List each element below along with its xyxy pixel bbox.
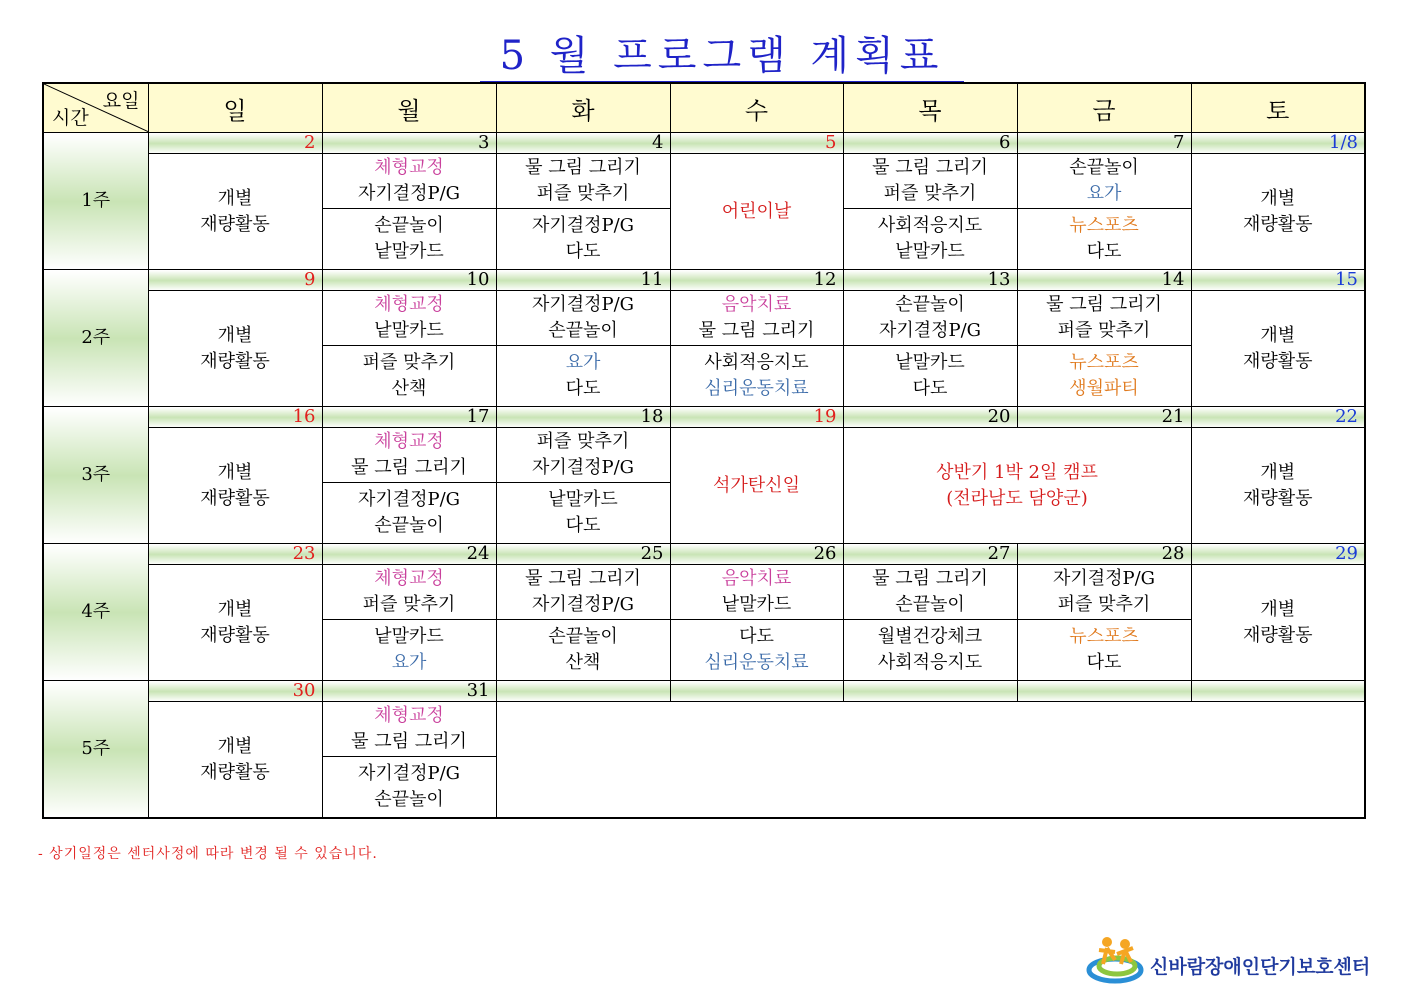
date-cell: 7 — [1017, 133, 1191, 154]
activity-cell: 뉴스포츠 생월파티 — [1017, 346, 1191, 407]
sunday-activity: 개별 재량활동 — [148, 702, 322, 819]
saturday-activity: 개별 재량활동 — [1191, 291, 1365, 407]
activity-cell: 낱말카드 다도 — [496, 483, 670, 544]
activity-row — [43, 291, 1365, 346]
corner-time-label: 시간 — [52, 107, 89, 129]
day-header-fri: 금 — [1017, 83, 1191, 133]
activity-cell: 낱말카드 다도 — [843, 346, 1017, 407]
week-label: 1주 — [43, 133, 148, 270]
day-header-thu: 목 — [843, 83, 1017, 133]
date-row — [43, 681, 1365, 702]
date-cell-empty — [1017, 681, 1191, 702]
sunday-activity: 개별 재량활동 — [148, 291, 322, 407]
date-cell: 4 — [496, 133, 670, 154]
date-cell: 10 — [322, 270, 496, 291]
date-cell: 28 — [1017, 544, 1191, 565]
activity-row — [43, 565, 1365, 620]
activity-cell: 자기결정P/G 손끝놀이 — [496, 291, 670, 346]
day-header-sat: 토 — [1191, 83, 1365, 133]
center-name: 신바람장애인단기보호센터 — [1150, 956, 1371, 978]
date-cell-empty — [1191, 681, 1365, 702]
date-cell: 21 — [1017, 407, 1191, 428]
week-label: 4주 — [43, 544, 148, 681]
corner-day-label: 요일 — [102, 90, 140, 112]
day-header-wed: 수 — [670, 83, 843, 133]
saturday-activity: 개별 재량활동 — [1191, 154, 1365, 270]
date-row — [43, 133, 1365, 154]
day-header-mon: 월 — [322, 83, 496, 133]
date-cell: 13 — [843, 270, 1017, 291]
people-swirl-logo-icon — [1085, 930, 1149, 992]
activity-cell: 사회적응지도 심리운동치료 — [670, 346, 843, 407]
date-cell: 2 — [148, 133, 322, 154]
activity-cell: 물 그림 그리기 손끝놀이 — [843, 565, 1017, 620]
date-cell: 19 — [670, 407, 843, 428]
activity-cell: 요가 다도 — [496, 346, 670, 407]
activity-cell: 체형교정 퍼즐 맞추기 — [322, 565, 496, 620]
date-cell-empty — [496, 681, 670, 702]
activity-cell: 물 그림 그리기 퍼즐 맞추기 — [843, 154, 1017, 209]
date-cell: 29 — [1191, 544, 1365, 565]
holiday-cell: 석가탄신일 — [670, 428, 843, 544]
activity-cell: 손끝놀이 낱말카드 — [322, 209, 496, 270]
activity-cell: 사회적응지도 낱말카드 — [843, 209, 1017, 270]
saturday-activity: 개별 재량활동 — [1191, 428, 1365, 544]
date-cell-empty — [670, 681, 843, 702]
activity-cell: 체형교정 물 그림 그리기 — [322, 702, 496, 757]
program-schedule-table — [42, 82, 1366, 819]
activity-cell: 자기결정P/G 다도 — [496, 209, 670, 270]
activity-cell: 자기결정P/G 손끝놀이 — [322, 757, 496, 819]
activity-cell: 체형교정 낱말카드 — [322, 291, 496, 346]
holiday-cell: 어린이날 — [670, 154, 843, 270]
date-cell: 22 — [1191, 407, 1365, 428]
week-label: 5주 — [43, 681, 148, 819]
date-cell: 17 — [322, 407, 496, 428]
date-row — [43, 270, 1365, 291]
activity-cell: 퍼즐 맞추기 산책 — [322, 346, 496, 407]
activity-cell: 손끝놀이 자기결정P/G — [843, 291, 1017, 346]
date-cell: 26 — [670, 544, 843, 565]
corner-header-cell — [43, 83, 148, 133]
date-cell: 16 — [148, 407, 322, 428]
activity-cell: 물 그림 그리기 자기결정P/G — [496, 565, 670, 620]
date-cell: 9 — [148, 270, 322, 291]
activity-cell: 자기결정P/G 손끝놀이 — [322, 483, 496, 544]
activity-cell: 음악치료 물 그림 그리기 — [670, 291, 843, 346]
page-title: 5 월 프로그램 계획표 — [480, 33, 964, 83]
sunday-activity: 개별 재량활동 — [148, 565, 322, 681]
sunday-activity: 개별 재량활동 — [148, 154, 322, 270]
activity-row — [43, 702, 1365, 757]
week-label: 2주 — [43, 270, 148, 407]
activity-cell: 낱말카드 요가 — [322, 620, 496, 681]
week-label: 3주 — [43, 407, 148, 544]
date-cell: 30 — [148, 681, 322, 702]
activity-cell: 뉴스포츠 다도 — [1017, 620, 1191, 681]
date-cell: 18 — [496, 407, 670, 428]
day-header-tue: 화 — [496, 83, 670, 133]
activity-cell: 자기결정P/G 퍼즐 맞추기 — [1017, 565, 1191, 620]
camp-cell: 상반기 1박 2일 캠프 (전라남도 담양군) — [843, 428, 1191, 544]
activity-cell: 물 그림 그리기 퍼즐 맞추기 — [1017, 291, 1191, 346]
activity-cell: 체형교정 물 그림 그리기 — [322, 428, 496, 483]
activity-row — [43, 154, 1365, 209]
date-row — [43, 407, 1365, 428]
activity-cell: 손끝놀이 산책 — [496, 620, 670, 681]
activity-cell: 다도 심리운동치료 — [670, 620, 843, 681]
date-cell: 1/8 — [1191, 133, 1365, 154]
activity-cell: 퍼즐 맞추기 자기결정P/G — [496, 428, 670, 483]
date-cell: 6 — [843, 133, 1017, 154]
empty-area — [496, 702, 1365, 819]
activity-cell: 음악치료 낱말카드 — [670, 565, 843, 620]
date-cell: 27 — [843, 544, 1017, 565]
activity-cell: 체형교정 자기결정P/G — [322, 154, 496, 209]
saturday-activity: 개별 재량활동 — [1191, 565, 1365, 681]
date-cell: 14 — [1017, 270, 1191, 291]
activity-row — [43, 428, 1365, 483]
header-row — [43, 83, 1365, 133]
sunday-activity: 개별 재량활동 — [148, 428, 322, 544]
activity-cell: 월별건강체크 사회적응지도 — [843, 620, 1017, 681]
date-cell: 5 — [670, 133, 843, 154]
date-cell: 3 — [322, 133, 496, 154]
schedule-change-note: - 상기일정은 센터사정에 따라 변경 될 수 있습니다. — [38, 846, 378, 862]
date-cell: 25 — [496, 544, 670, 565]
date-cell: 23 — [148, 544, 322, 565]
date-row — [43, 544, 1365, 565]
date-cell: 20 — [843, 407, 1017, 428]
day-header-sun: 일 — [148, 83, 322, 133]
activity-cell: 물 그림 그리기 퍼즐 맞추기 — [496, 154, 670, 209]
activity-cell: 손끝놀이 요가 — [1017, 154, 1191, 209]
date-cell: 31 — [322, 681, 496, 702]
date-cell: 15 — [1191, 270, 1365, 291]
date-cell: 11 — [496, 270, 670, 291]
date-cell-empty — [843, 681, 1017, 702]
date-cell: 24 — [322, 544, 496, 565]
activity-cell: 뉴스포츠 다도 — [1017, 209, 1191, 270]
date-cell: 12 — [670, 270, 843, 291]
